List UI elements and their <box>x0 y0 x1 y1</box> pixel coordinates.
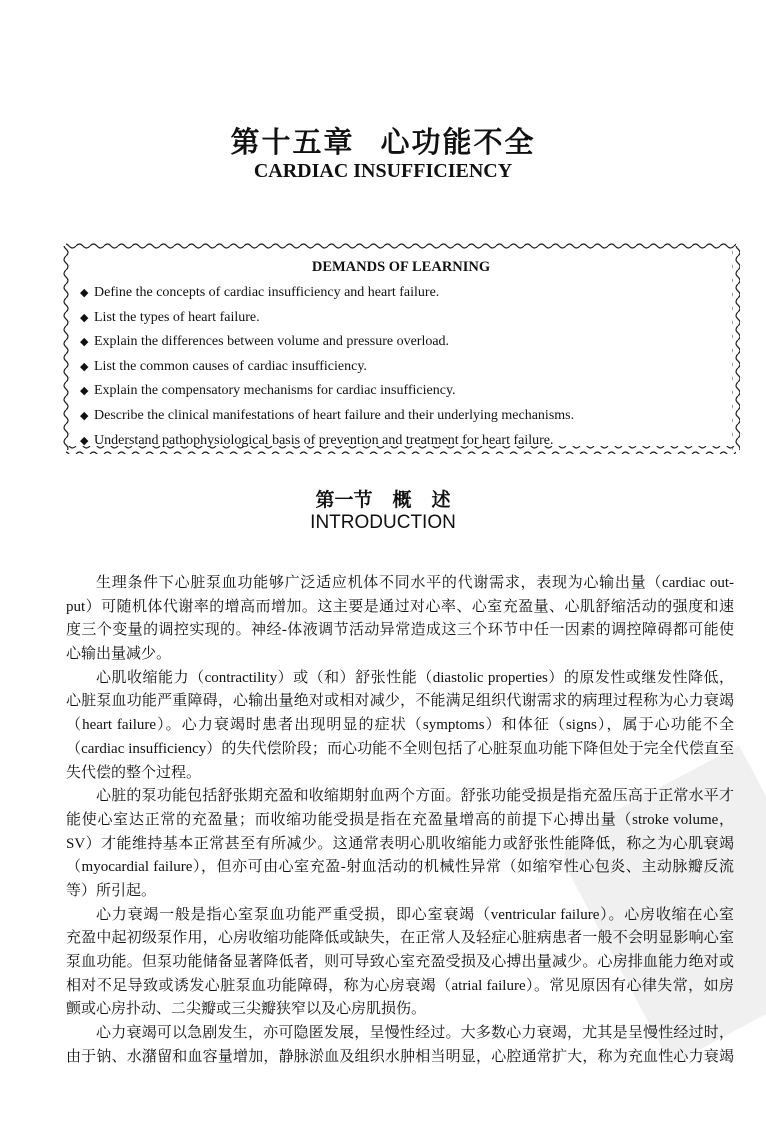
list-item: ◆ Define the concepts of cardiac insufficiency and heart failure. <box>80 281 574 306</box>
text-line: 心力衰竭可以急剧发生，亦可隐匿发展，呈慢性经过。大多数心力衰竭，尤其是呈慢性经过时， <box>96 1025 734 1042</box>
chapter-number: 第十五章 <box>230 127 355 159</box>
diamond-bullet-icon: ◆ <box>80 360 89 373</box>
paragraph <box>66 904 734 1022</box>
diamond-bullet-icon: ◆ <box>80 409 89 422</box>
text-line: 心输出量减少。 <box>66 646 172 663</box>
diamond-bullet-icon: ◆ <box>80 385 89 398</box>
text-line: （myocardial failure），但亦可由心室充盈-射血活动的机械性异常（如缩窄性心包炎、主动脉瓣反流 <box>66 859 734 876</box>
chapter-title-english: CARDIAC INSUFFICIENCY <box>253 160 513 182</box>
text-line: 生理条件下心脏泵血功能够广泛适应机体不同水平的代谢需求，表现为心输出量（cardiac out- <box>96 575 734 591</box>
list-item: ◆ Explain the differences between volume and pressure overload. <box>80 330 574 355</box>
list-item: ◆ List the types of heart failure. <box>80 306 574 331</box>
text-line: 心力衰竭一般是指心室泵血功能严重受损，即心室衰竭（ventricular failure）。心房收缩在心室 <box>96 906 734 923</box>
list-item: ◆ Understand pathophysiological basis of prevention and treatment for heart failure. <box>80 429 574 454</box>
text-line: 相对不足导致或诱发心脏泵血功能障碍，称为心房衰竭（atrial failure）。常见原因有心律失常，如房 <box>66 977 734 994</box>
text-line: 心肌收缩能力（contractility）或（和）舒张性能（diastolic properties）的原发性或继发性降低， <box>96 669 734 686</box>
paragraph <box>66 572 734 667</box>
objectives-list <box>80 281 574 453</box>
section-title-english: INTRODUCTION <box>310 512 456 533</box>
text-line: 心脏泵血功能严重障碍，心输出量绝对或相对减少，不能满足组织代谢需求的病理过程称为心力衰竭 <box>66 693 734 710</box>
diamond-bullet-icon: ◆ <box>80 336 89 349</box>
text-line: put）可随机体代谢率的增高而增加。这主要是通过对心率、心室充盈量、心肌舒缩活动的强度和速 <box>66 598 734 615</box>
text-line: 等）所引起。 <box>66 882 157 899</box>
paragraph <box>66 785 734 903</box>
paragraph <box>66 667 734 785</box>
text-line: 由于钠、水潴留和血容量增加，静脉淤血及组织水肿相当明显，心腔通常扩大，称为充血性心力衰竭 <box>66 1048 734 1065</box>
chapter-name: 心功能不全 <box>380 127 536 159</box>
text-line: 心脏的泵功能包括舒张期充盈和收缩期射血两个方面。舒张功能受损是指充盈压高于正常水平才 <box>96 788 734 805</box>
list-item: ◆ List the common causes of cardiac insufficiency. <box>80 355 574 380</box>
section-title: 第一节 概 述 <box>315 490 451 511</box>
text-line: （heart failure）。心力衰竭时患者出现明显的症状（symptoms）和体征（signs），属于心功能不全 <box>66 717 734 734</box>
text-line: 能使心室达正常的充盈量；而收缩功能受损是指在充盈量增高的前提下心搏出量（stroke volume， <box>66 811 734 828</box>
diamond-bullet-icon: ◆ <box>80 287 89 299</box>
text-line: 失代偿的整个过程。 <box>66 764 202 781</box>
text-line: （cardiac insufficiency）的失代偿阶段；而心功能不全则包括了心脏泵血功能下降但处于完全代偿直至 <box>66 740 734 757</box>
text-line: 度三个变量的调控实现的。神经-体液调节活动异常造成这三个环节中任一因素的调控障碍都可能使 <box>66 622 734 639</box>
chapter-title <box>0 120 766 161</box>
text-line: SV）才能维持基本正常甚至有所减少。这通常表明心肌收缩能力或舒张性能降低，称之为心肌衰竭 <box>66 835 734 852</box>
diamond-bullet-icon: ◆ <box>80 434 89 447</box>
learning-heading: DEMANDS OF LEARNING <box>311 259 491 275</box>
diamond-bullet-icon: ◆ <box>80 311 89 324</box>
text-line: 泵血功能。但泵功能储备显著降低者，则可导致心室充盈受损及心搏出量减少。心房排血能力绝对或 <box>66 954 734 970</box>
paragraph <box>66 1022 734 1069</box>
learning-objectives-box <box>62 242 740 454</box>
text-line: 充盈中起初级泵作用，心房收缩功能降低或缺失，在正常人及轻症心脏病患者一般不会明显影响心室 <box>66 930 734 947</box>
body-text <box>66 572 734 1069</box>
list-item: ◆ Explain the compensatory mechanisms for cardiac insufficiency. <box>80 379 574 404</box>
text-line: 颤或心房扑动、二尖瓣或三尖瓣狭窄以及心房肌损伤。 <box>66 1001 427 1018</box>
list-item: ◆ Describe the clinical manifestations of heart failure and their underlying mechanisms. <box>80 404 574 429</box>
